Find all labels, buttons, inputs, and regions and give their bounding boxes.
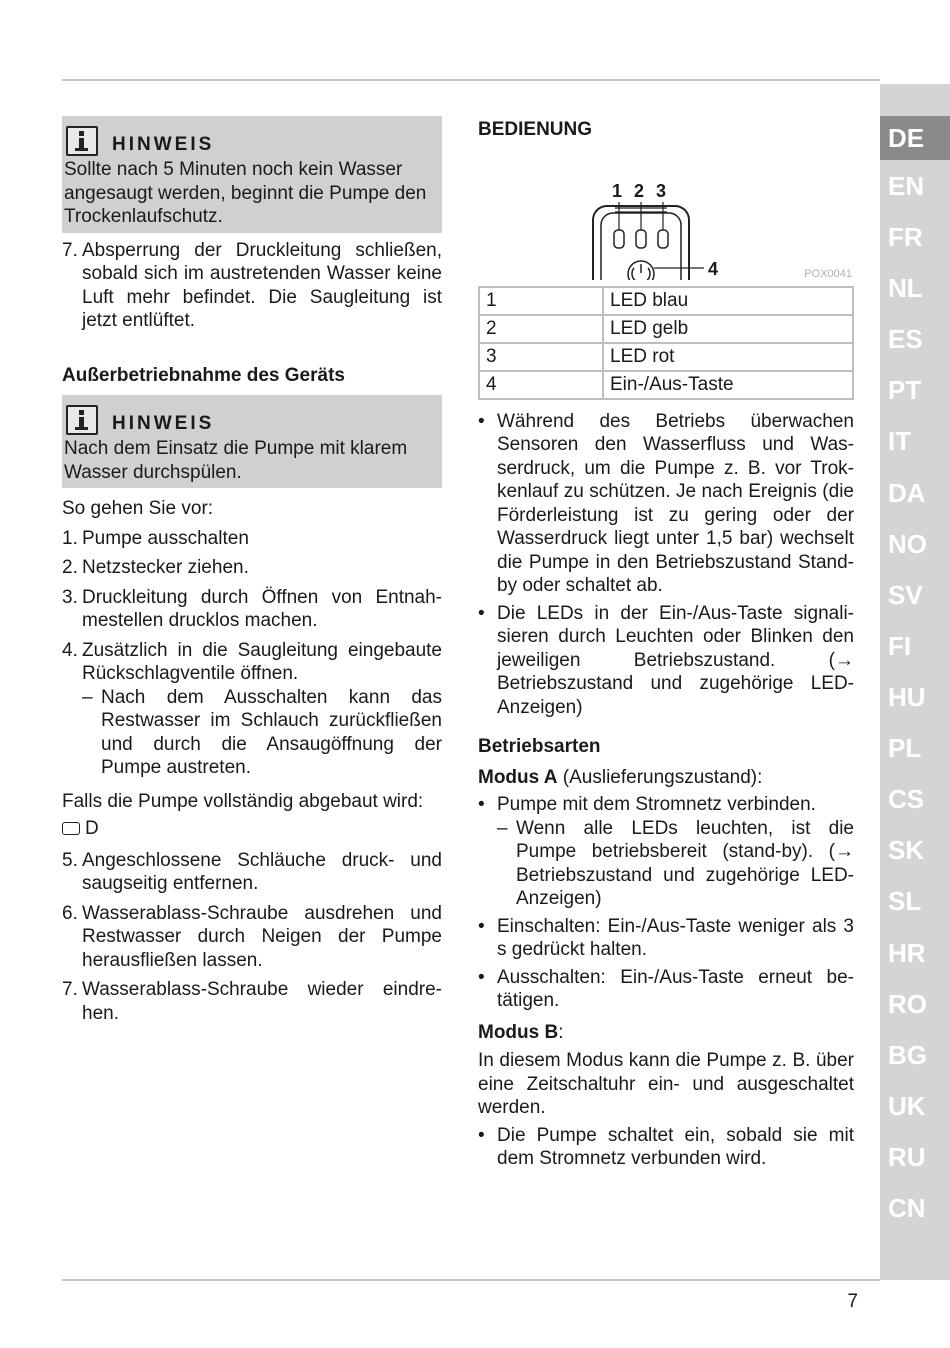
device-symbol-icon bbox=[62, 822, 80, 835]
lang-tab-hr[interactable]: HR bbox=[888, 938, 926, 968]
list-item: • Die LEDs in der Ein-/Aus-Taste signalisieren durch Leuchten oder Blinken den jeweiligen Betriebszustand. (→ Betriebszustand und zugehörige LED-Anzeigen) bbox=[478, 602, 854, 718]
lang-tab-hu[interactable]: HU bbox=[888, 682, 926, 712]
lang-tab-ru[interactable]: RU bbox=[888, 1142, 926, 1172]
lang-tab-cs[interactable]: CS bbox=[888, 784, 925, 814]
note-text: Nach dem Einsatz die Pumpe mit klarem Wasser durchspülen. bbox=[64, 438, 408, 483]
note-box-flush bbox=[62, 395, 442, 488]
callout-2: 2 bbox=[634, 180, 645, 201]
list-item: 7. Absperrung der Druckleitung schließen, sobald sich im austretenden Wasser keine Luft mehr befindet. Die Saugleitung ist jetzt entlüftet. bbox=[62, 239, 442, 331]
lang-tab-de[interactable]: DE bbox=[880, 116, 950, 160]
note-title: HINWEIS bbox=[112, 413, 215, 434]
modus-b-text: In diesem Modus kann die Pumpe z. B. über eine Zeitschaltuhr ein- und ausgeschaltet werden. bbox=[478, 1050, 854, 1118]
lang-tab-no[interactable]: NO bbox=[888, 529, 927, 559]
callout-1: 1 bbox=[612, 180, 623, 201]
lang-tab-en[interactable]: EN bbox=[888, 171, 925, 201]
callout-3: 3 bbox=[656, 180, 667, 201]
lang-tab-sk[interactable]: SK bbox=[888, 835, 925, 865]
lang-tab-fi[interactable]: FI bbox=[888, 631, 912, 661]
list-item: 4. Zusätzlich in die Saugleitung eingebaute Rückschlagventile öffnen. bbox=[62, 639, 442, 684]
modus-b-heading: Modus B: bbox=[478, 1021, 564, 1043]
intro-text: So gehen Sie vor: bbox=[62, 498, 214, 519]
falls-text: Falls die Pumpe vollständig abgebaut wird: bbox=[62, 790, 424, 812]
lang-tab-cn[interactable]: CN bbox=[888, 1193, 926, 1223]
info-icon bbox=[66, 405, 98, 435]
control-panel-drawing bbox=[478, 142, 854, 280]
lang-tab-it[interactable]: IT bbox=[888, 426, 912, 456]
list-item: • Ausschalten: Ein-/Aus-Taste erneut betätigen. bbox=[478, 966, 854, 1011]
lang-tab-da[interactable]: DA bbox=[888, 478, 926, 508]
section-heading: BEDIENUNG bbox=[478, 119, 593, 140]
section-heading: Außerbetriebnahme des Geräts bbox=[62, 364, 345, 386]
info-icon bbox=[66, 126, 98, 156]
left-column bbox=[62, 116, 442, 1025]
list-item: • Während des Betriebs überwachen Sensoren den Wasserfluss und Wasserdruck, um die Pumpe z. B. vor Trokkenlauf zu schützen. Je nach Ereignis (die Förderleistung ist zu gering oder der Wasserdruck liegt unter 1,5 bar) wechselt die Pumpe in den Betriebszustand Stand-by oder schaltet ab. bbox=[478, 410, 854, 596]
modus-a-heading: Modus A (Auslieferungszustand): bbox=[478, 766, 763, 788]
list-item: • Einschalten: Ein-/Aus-Taste weniger als 3 s gedrückt halten. bbox=[478, 915, 854, 960]
control-panel-figure bbox=[478, 142, 854, 280]
note-box-dry-run bbox=[62, 116, 442, 233]
table-row: 1 LED blau bbox=[479, 287, 853, 315]
list-item: 7. Wasserablass-Schraube wieder eindrehen. bbox=[62, 979, 442, 1024]
lang-tab-bg[interactable]: BG bbox=[888, 1040, 927, 1070]
lang-tab-sl[interactable]: SL bbox=[888, 886, 922, 916]
lang-tab-pl[interactable]: PL bbox=[888, 733, 922, 763]
list-item: 2. Netzstecker ziehen. bbox=[62, 557, 249, 578]
list-item: 6. Wasserablass-Schraube ausdrehen und Restwasser durch Neigen der Pumpe herausfließen lassen. bbox=[62, 902, 442, 971]
list-item: 5. Angeschlossene Schläuche druck- und saugseitig entfernen. bbox=[62, 849, 442, 894]
list-item: 3. Druckleitung durch Öffnen von Entnahmestellen drucklos machen. bbox=[62, 586, 442, 631]
note-title: HINWEIS bbox=[112, 134, 215, 155]
note-text: Sollte nach 5 Minuten noch kein Wasser angesaugt werden, beginnt die Pumpe den Trockenlaufschutz. bbox=[64, 159, 427, 227]
lang-tab-fr[interactable]: FR bbox=[888, 222, 923, 252]
top-rule bbox=[62, 79, 880, 81]
list-item: 1. Pumpe ausschalten bbox=[62, 527, 249, 549]
list-item: • Pumpe mit dem Stromnetz verbinden. bbox=[478, 794, 816, 815]
lang-tab-ro[interactable]: RO bbox=[888, 989, 927, 1019]
lang-tab-uk[interactable]: UK bbox=[888, 1091, 926, 1121]
lang-tab-es[interactable]: ES bbox=[888, 324, 923, 354]
led-legend-table bbox=[478, 286, 854, 400]
page-number: 7 bbox=[847, 1291, 858, 1312]
bottom-rule bbox=[62, 1279, 880, 1281]
table-row: 2 LED gelb bbox=[479, 315, 853, 343]
table-row: 4 Ein-/Aus-Taste bbox=[479, 371, 853, 399]
lang-tab-nl[interactable]: NL bbox=[888, 273, 923, 303]
d-symbol-line: D bbox=[62, 817, 442, 841]
list-item: • Die Pumpe schaltet ein, sobald sie mit dem Stromnetz verbunden wird. bbox=[478, 1124, 854, 1169]
figure-code: POX0041 bbox=[804, 267, 852, 280]
lang-tab-pt[interactable]: PT bbox=[888, 375, 922, 405]
subheading-betriebsarten: Betriebsarten bbox=[478, 736, 601, 757]
table-row: 3 LED rot bbox=[479, 343, 853, 371]
sub-list-item: – Nach dem Ausschalten kann das Restwasser im Schlauch zurückfließen und durch die Ansaugöffnung der Pumpe austreten. bbox=[82, 686, 442, 778]
right-column bbox=[478, 116, 854, 1171]
sub-list-item: – Wenn alle LEDs leuchten, ist die Pumpe betriebsbereit (stand-by). (→ Betriebszustand und zugehörige LED-Anzeigen) bbox=[497, 817, 854, 909]
callout-4: 4 bbox=[708, 258, 719, 279]
lang-tab-sv[interactable]: SV bbox=[888, 580, 923, 610]
